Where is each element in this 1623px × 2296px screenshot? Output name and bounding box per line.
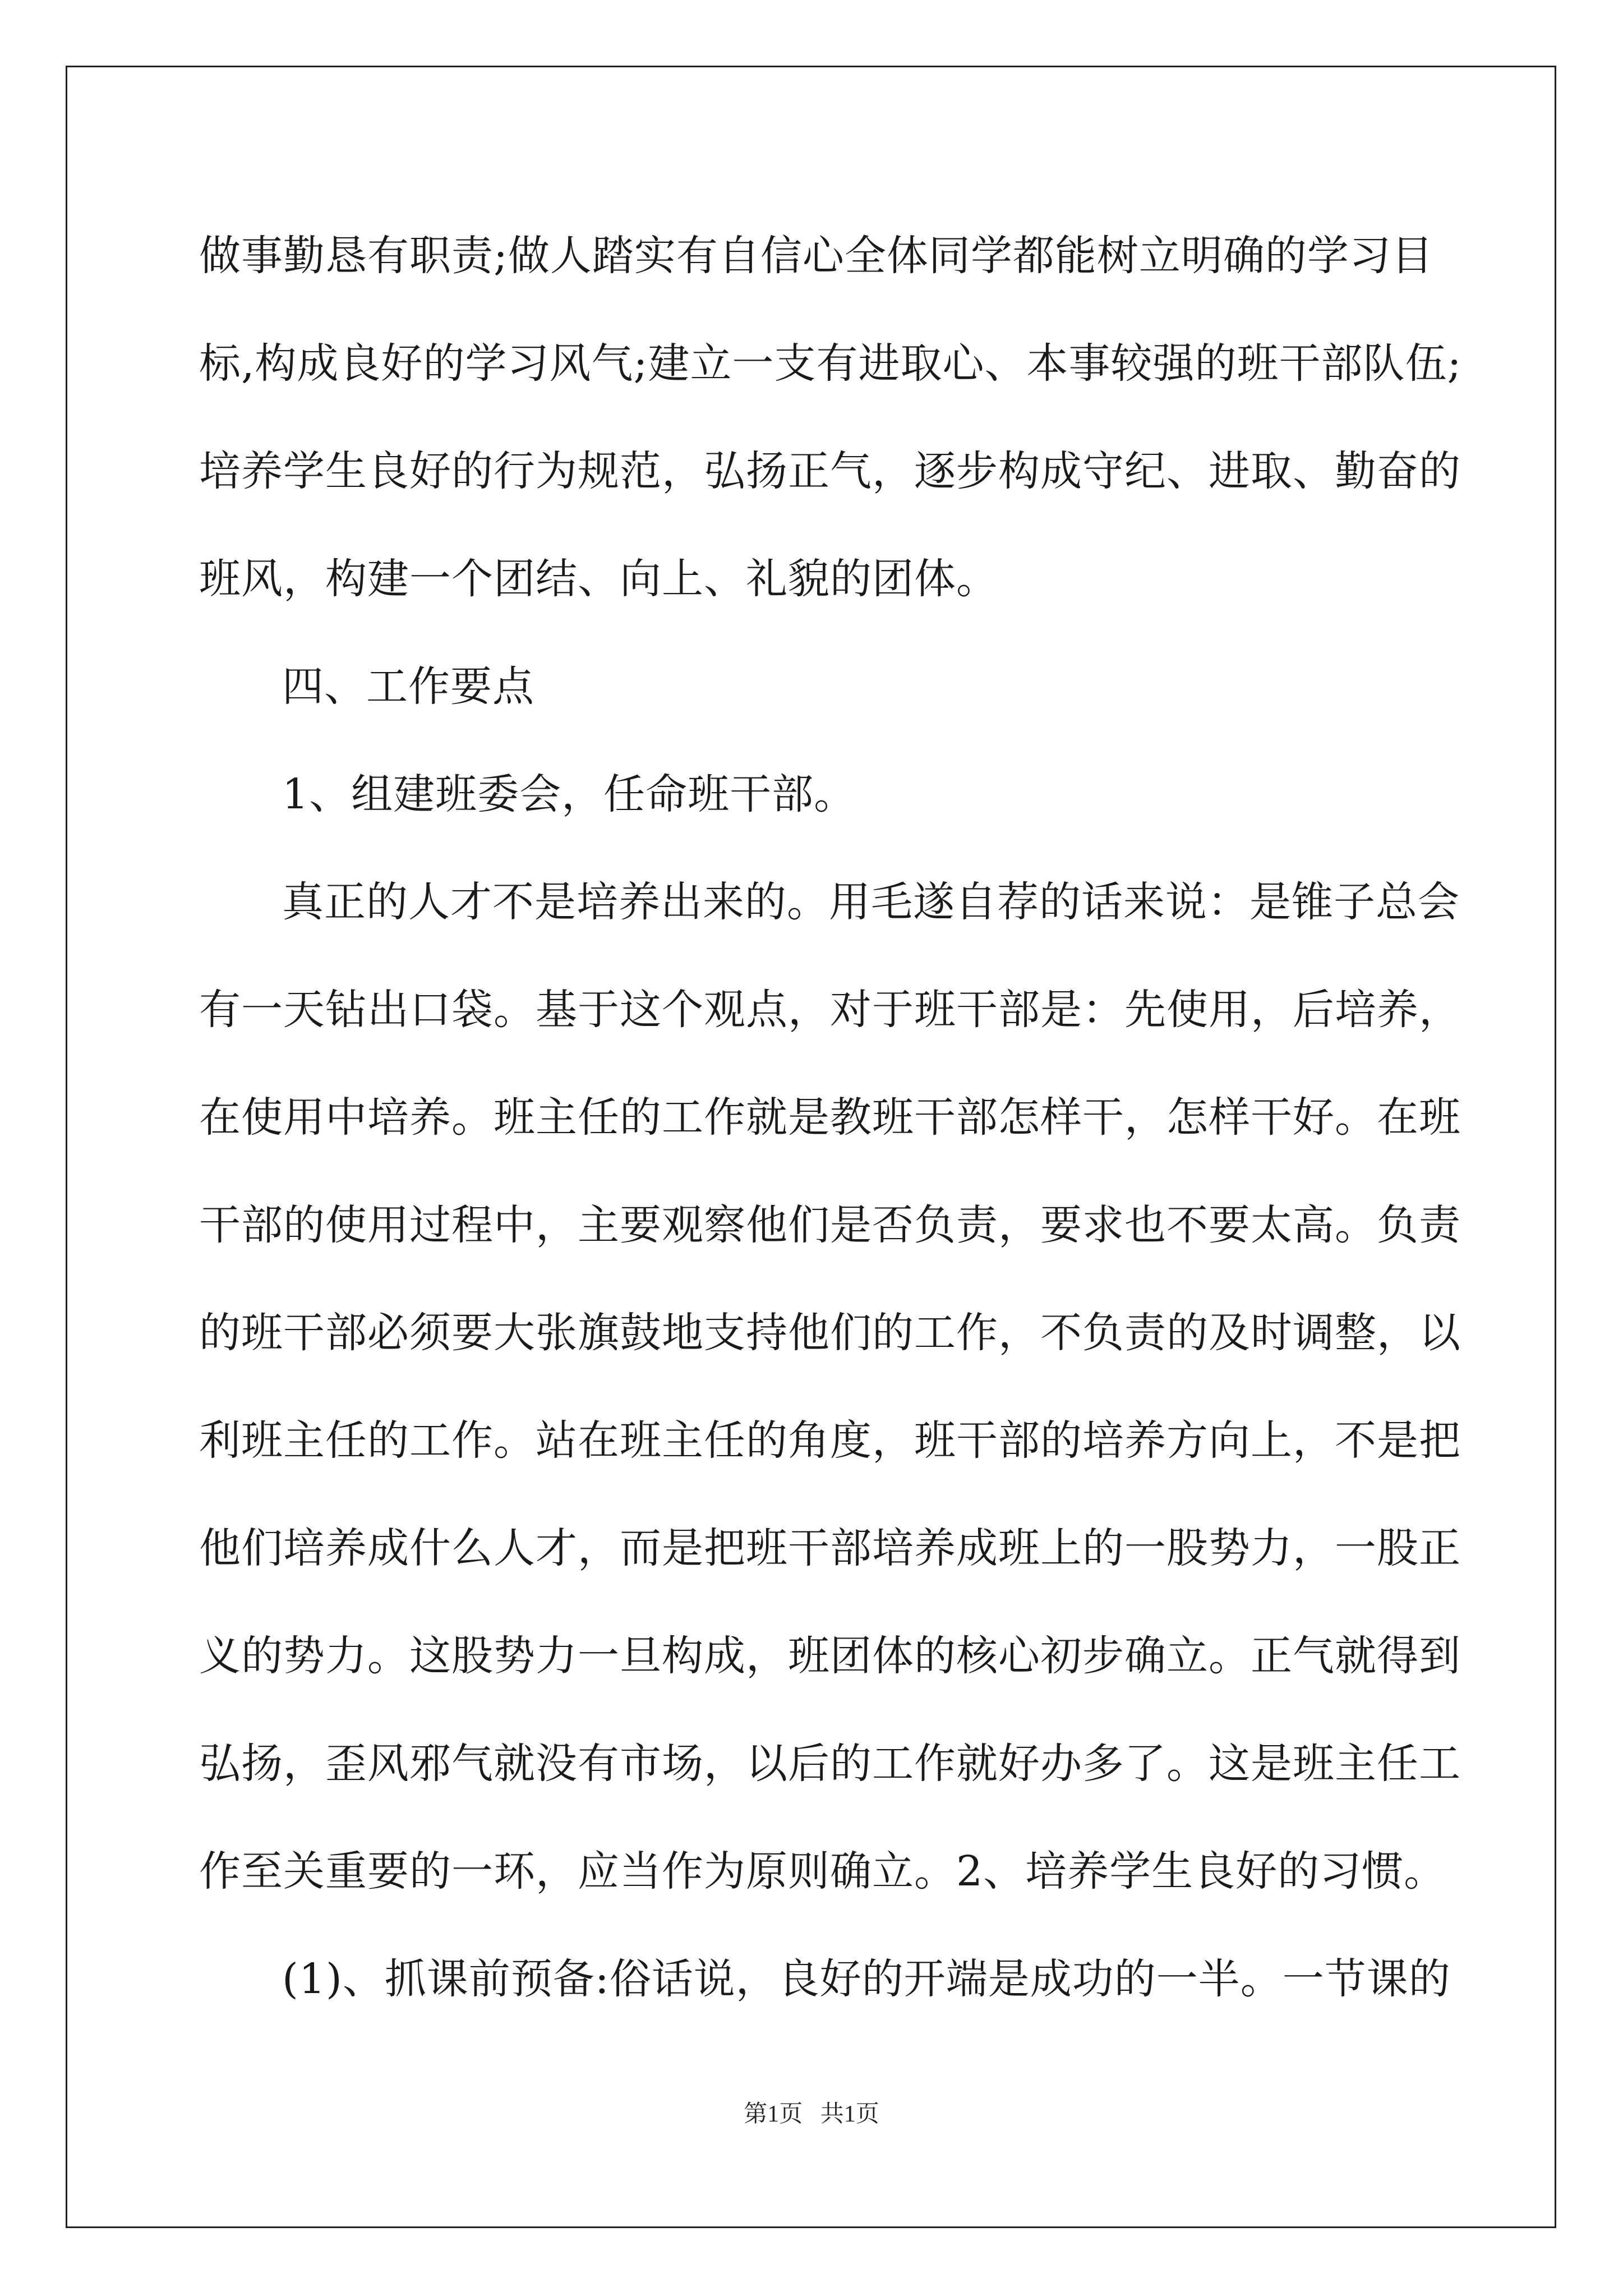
text-line: 有一天钻出口袋。基于这个观点，对于班干部是：先使用，后培养，	[199, 986, 1461, 1034]
text-line: 的班干部必须要大张旗鼓地支持他们的工作，不负责的及时调整，以	[199, 1309, 1461, 1357]
text-line: 1、组建班委会，任命班干部。	[282, 770, 856, 818]
text-line: 在使用中培养。班主任的工作就是教班干部怎样干，怎样干好。在班	[199, 1093, 1461, 1142]
text-line: 义的势力。这股势力一旦构成，班团体的核心初步确立。正气就得到	[199, 1632, 1461, 1680]
text-line: 作至关重要的一环，应当作为原则确立。2、培养学生良好的习惯。	[199, 1847, 1446, 1895]
text-line: (1)、抓课前预备:俗话说，良好的开端是成功的一半。一节课的	[282, 1955, 1451, 2003]
text-line: 做事勤恳有职责;做人踏实有自信心全体同学都能树立明确的学习目	[199, 232, 1433, 280]
text-line: 培养学生良好的行为规范，弘扬正气，逐步构成守纪、进取、勤奋的	[199, 447, 1461, 495]
text-line: 四、工作要点	[282, 662, 534, 711]
text-line: 标,构成良好的学习风气;建立一支有进取心、本事较强的班干部队伍;	[199, 339, 1462, 388]
text-line: 弘扬，歪风邪气就没有市场，以后的工作就好办多了。这是班主任工	[199, 1740, 1461, 1788]
text-line: 他们培养成什么人才，而是把班干部培养成班上的一股势力，一股正	[199, 1524, 1461, 1572]
text-line: 干部的使用过程中，主要观察他们是否负责，要求也不要太高。负责	[199, 1201, 1461, 1249]
document-body	[199, 202, 1462, 2033]
text-line: 真正的人才不是培养出来的。用毛遂自荐的话来说：是锥子总会	[282, 878, 1460, 926]
page-number-footer: 第1页 共1页	[744, 2101, 879, 2127]
text-line: 班风，构建一个团结、向上、礼貌的团体。	[199, 555, 998, 603]
text-line: 利班主任的工作。站在班主任的角度，班干部的培养方向上，不是把	[199, 1416, 1461, 1465]
